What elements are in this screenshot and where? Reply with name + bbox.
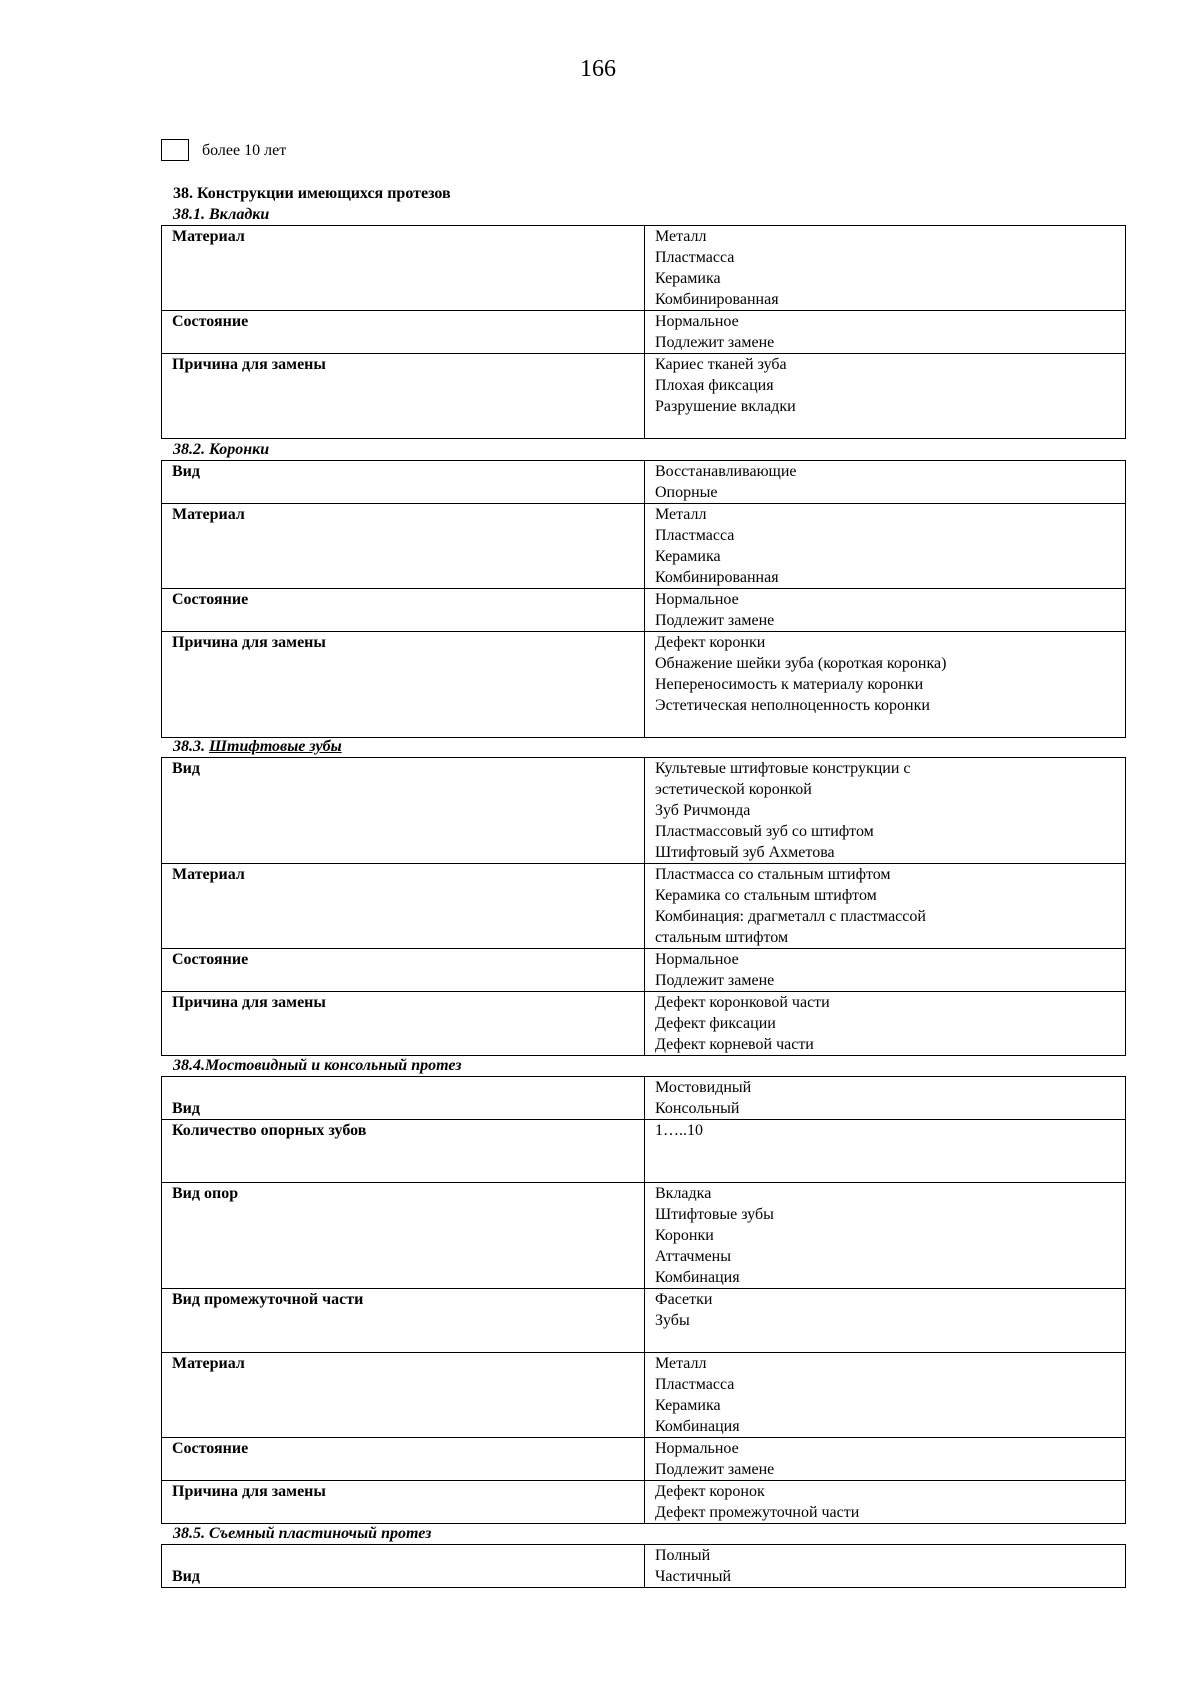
section-name: Мостовидный и консольный протез [205, 1057, 462, 1074]
inlays-table [161, 225, 1126, 439]
section-name: Штифтовые зубы [209, 738, 342, 755]
crowns-table [161, 460, 1126, 738]
section-bridge [161, 1055, 1126, 1524]
option: Опорные [655, 484, 718, 501]
row-label: Причина для замены [162, 992, 645, 1056]
option: Комбинация [655, 1269, 740, 1286]
option: Керамика [655, 270, 721, 287]
row-options [645, 1120, 1126, 1183]
option: эстетической коронкой [655, 781, 812, 798]
option: Разрушение вкладки [655, 398, 796, 415]
option: Металл [655, 506, 707, 523]
row-label: Причина для замены [162, 354, 645, 439]
row-label: Материал [162, 504, 645, 589]
section-crowns [161, 439, 1126, 738]
row-options [645, 949, 1126, 992]
option: Эстетическая неполноценность коронки [655, 697, 930, 714]
option: Фасетки [655, 1291, 713, 1308]
option: Пластмасса [655, 527, 735, 544]
section-name: Съемный пластиночый протез [209, 1525, 432, 1542]
row-label: Вид [162, 461, 645, 504]
option: Дефект промежуточной части [655, 1504, 860, 1521]
table-row [162, 632, 1126, 738]
table-row [162, 311, 1126, 354]
row-label: Вид промежуточной части [162, 1289, 645, 1353]
section-title [161, 439, 1126, 460]
option: Частичный [655, 1568, 732, 1585]
row-label: Состояние [162, 311, 645, 354]
option: Комбинация [655, 1418, 740, 1435]
option: 1…..10 [655, 1122, 703, 1139]
section-number: 38.1. [173, 206, 209, 223]
option: Нормальное [655, 591, 739, 608]
table-row [162, 589, 1126, 632]
option: Непереносимость к материалу коронки [655, 676, 924, 693]
row-label: Состояние [162, 949, 645, 992]
row-label: Состояние [162, 1438, 645, 1481]
option: Подлежит замене [655, 1461, 775, 1478]
option: Коронки [655, 1227, 714, 1244]
option: Зубы [655, 1312, 690, 1329]
option: Дефект коронок [655, 1483, 765, 1500]
row-options [645, 1353, 1126, 1438]
table-row [162, 1120, 1126, 1183]
row-options [645, 1183, 1126, 1289]
section-number: 38.2. [173, 441, 209, 458]
row-options [645, 1289, 1126, 1353]
duration-option[interactable] [161, 138, 286, 162]
table-row [162, 1183, 1126, 1289]
row-options [645, 504, 1126, 589]
option: Дефект коронки [655, 634, 766, 651]
section-number: 38.5. [173, 1525, 209, 1542]
row-options [645, 632, 1126, 738]
option: Вкладка [655, 1185, 712, 1202]
table-row [162, 864, 1126, 949]
table-row [162, 1481, 1126, 1524]
row-options [645, 1481, 1126, 1524]
section-number: 38.4. [173, 1057, 205, 1074]
option: Дефект фиксации [655, 1015, 776, 1032]
checkbox-label: более 10 лет [202, 141, 287, 159]
section-title [161, 1523, 1126, 1544]
option: Мостовидный [655, 1079, 752, 1096]
row-label: Вид [162, 1545, 645, 1588]
checkbox[interactable] [161, 139, 189, 161]
option: Металл [655, 228, 707, 245]
row-label: Состояние [162, 589, 645, 632]
table-row [162, 1077, 1126, 1120]
row-label: Материал [162, 864, 645, 949]
row-options [645, 1077, 1126, 1120]
option: Пластмассовый зуб со штифтом [655, 823, 874, 840]
removable-denture-table [161, 1544, 1126, 1588]
row-options [645, 992, 1126, 1056]
table-row [162, 354, 1126, 439]
row-label: Вид опор [162, 1183, 645, 1289]
table-row [162, 758, 1126, 864]
section-title [161, 736, 1126, 757]
row-options [645, 461, 1126, 504]
option: Нормальное [655, 313, 739, 330]
section-title [161, 204, 1126, 225]
table-row [162, 504, 1126, 589]
section-heading: 38. Конструкции имеющихся протезов [173, 185, 451, 202]
row-options [645, 311, 1126, 354]
option: Дефект корневой части [655, 1036, 814, 1053]
option: Обнажение шейки зуба (короткая коронка) [655, 655, 947, 672]
table-row [162, 1289, 1126, 1353]
section-name: Вкладки [209, 206, 270, 223]
option: Плохая фиксация [655, 377, 774, 394]
option: Штифтовые зубы [655, 1206, 774, 1223]
option: Полный [655, 1547, 711, 1564]
option: Нормальное [655, 1440, 739, 1457]
row-label: Причина для замены [162, 632, 645, 738]
option: Комбинация: драгметалл с пластмассой [655, 908, 926, 925]
table-row [162, 461, 1126, 504]
row-options [645, 1545, 1126, 1588]
table-row [162, 1438, 1126, 1481]
option: Пластмасса [655, 249, 735, 266]
row-label: Материал [162, 1353, 645, 1438]
table-row [162, 949, 1126, 992]
option: Керамика [655, 548, 721, 565]
row-options [645, 589, 1126, 632]
option: Керамика со стальным штифтом [655, 887, 877, 904]
option: Пластмасса [655, 1376, 735, 1393]
pin-teeth-table [161, 757, 1126, 1056]
section-title [161, 1055, 1126, 1076]
section-removable-denture [161, 1523, 1126, 1588]
row-label: Количество опорных зубов [162, 1120, 645, 1183]
row-options [645, 1438, 1126, 1481]
option: Подлежит замене [655, 334, 775, 351]
option: Консольный [655, 1100, 740, 1117]
option: Пластмасса со стальным штифтом [655, 866, 891, 883]
option: Металл [655, 1355, 707, 1372]
option: Керамика [655, 1397, 721, 1414]
row-label: Вид [162, 1077, 645, 1120]
page-number: 166 [580, 56, 616, 82]
option: Восстанавливающие [655, 463, 797, 480]
section-inlays [161, 204, 1126, 439]
option: Аттачмены [655, 1248, 731, 1265]
option: стальным штифтом [655, 929, 789, 946]
bridge-table [161, 1076, 1126, 1524]
section-name: Коронки [209, 441, 270, 458]
table-row [162, 1545, 1126, 1588]
section-number: 38.3. [173, 738, 209, 755]
row-label: Вид [162, 758, 645, 864]
row-label: Материал [162, 226, 645, 311]
option: Подлежит замене [655, 612, 775, 629]
option: Комбинированная [655, 569, 779, 586]
row-options [645, 864, 1126, 949]
table-row [162, 1353, 1126, 1438]
option: Кариес тканей зуба [655, 356, 787, 373]
section-pin-teeth [161, 736, 1126, 1056]
option: Штифтовый зуб Ахметова [655, 844, 835, 861]
table-row [162, 992, 1126, 1056]
option: Подлежит замене [655, 972, 775, 989]
row-options [645, 758, 1126, 864]
option: Комбинированная [655, 291, 779, 308]
row-label: Причина для замены [162, 1481, 645, 1524]
option: Нормальное [655, 951, 739, 968]
option: Дефект коронковой части [655, 994, 830, 1011]
option: Зуб Ричмонда [655, 802, 751, 819]
table-row [162, 226, 1126, 311]
option: Культевые штифтовые конструкции с [655, 760, 911, 777]
row-options [645, 354, 1126, 439]
row-options [645, 226, 1126, 311]
